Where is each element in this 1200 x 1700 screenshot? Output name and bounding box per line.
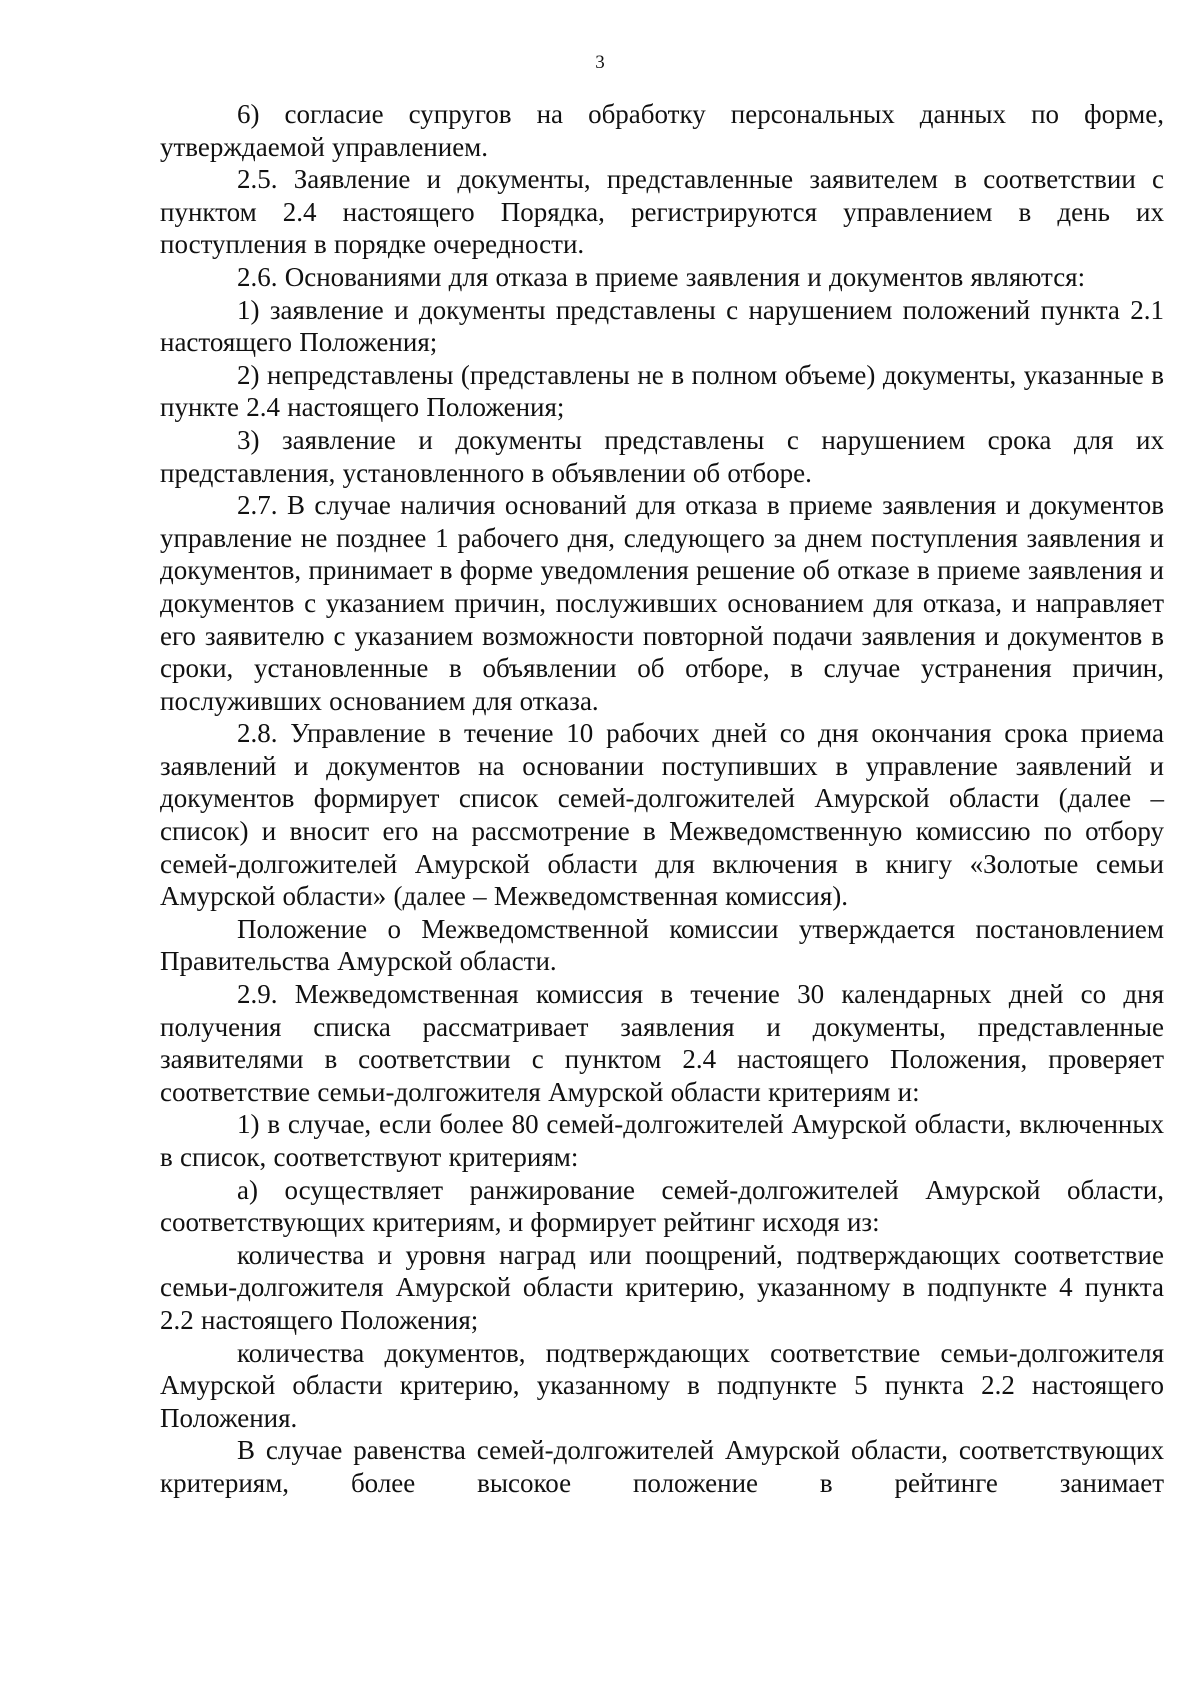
paragraph-rating-awards: количества и уровня наград или поощрений, подтверждающих соответствие семьи-долгожителя Амурской области критерию, указанному в подпункте 4 пункта 2.2 настоящего Положения;: [160, 1239, 1164, 1335]
paragraph-2-9-item-a: а) осуществляет ранжирование семей-долгожителей Амурской области, соответствующих критериям, и формирует рейтинг исходя из:: [160, 1174, 1164, 1238]
paragraph-2-9-item-1: 1) в случае, если более 80 семей-долгожителей Амурской области, включенных в список, соответствуют критериям:: [160, 1109, 1164, 1172]
paragraph-rating-documents: количества документов, подтверждающих соответствие семьи-долгожителя Амурской области критерию, указанному в подпункте 5 пункта 2.2 настоящего Положения.: [160, 1337, 1164, 1433]
paragraph-2-8: 2.8. Управление в течение 10 рабочих дней со дня окончания срока приема заявлений и документов на основании поступивших в управление заявлений и документов формирует список семей-долгожителей Амурской области (далее – список) и вносит его на рассмотрение в Межведомственную комиссию по отбору семей-долгожителей Амурской области для включения в книгу «Золотые семьи Амурской области» (далее – Межведомственная комиссия).: [160, 718, 1164, 912]
paragraph-2-6-item-3: 3) заявление и документы представлены с нарушением срока для их представления, установленного в объявлении об отборе.: [160, 424, 1164, 488]
paragraph-2-6: 2.6. Основаниями для отказа в приеме заявления и документов являются:: [237, 261, 1086, 292]
paragraph-2-6-item-1: 1) заявление и документы представлены с нарушением положений пункта 2.1 настоящего Положения;: [160, 294, 1164, 358]
document-body: [160, 98, 1164, 1500]
paragraph-rating-tie: В случае равенства семей-долгожителей Амурской области, соответствующих критериям, более высокое положение в рейтинге занимает: [160, 1435, 1164, 1498]
paragraph-2-5: 2.5. Заявление и документы, представленные заявителем в соответствии с пунктом 2.4 настоящего Порядка, регистрируются управлением в день их поступления в порядке очередности.: [160, 164, 1164, 260]
paragraph-commission-regulation: Положение о Межведомственной комиссии утверждается постановлением Правительства Амурской области.: [160, 913, 1164, 977]
paragraph-2-9: 2.9. Межведомственная комиссия в течение 30 календарных дней со дня получения списка рассматривает заявления и документы, представленные заявителями в соответствии с пунктом 2.4 настоящего Положения, проверяет соответствие семьи-долгожителя Амурской области критериям и:: [160, 979, 1164, 1107]
paragraph-2-7: 2.7. В случае наличия оснований для отказа в приеме заявления и документов управление не позднее 1 рабочего дня, следующего за днем поступления заявления и документов, принимает в форме уведомления решение об отказе в приеме заявления и документов с указанием причин, послуживших основанием для отказа, и направляет его заявителю с указанием возможности повторной подачи заявления и документов в сроки, установленные в объявлении об отборе, в случае устранения причин, послуживших основанием для отказа.: [160, 490, 1164, 716]
paragraph-item-6-consent: 6) согласие супругов на обработку персональных данных по форме, утверждаемой управлением.: [160, 99, 1164, 162]
paragraph-2-6-item-2: 2) непредставлены (представлены не в полном объеме) документы, указанные в пункте 2.4 настоящего Положения;: [160, 359, 1164, 423]
page-number: 3: [595, 52, 605, 73]
